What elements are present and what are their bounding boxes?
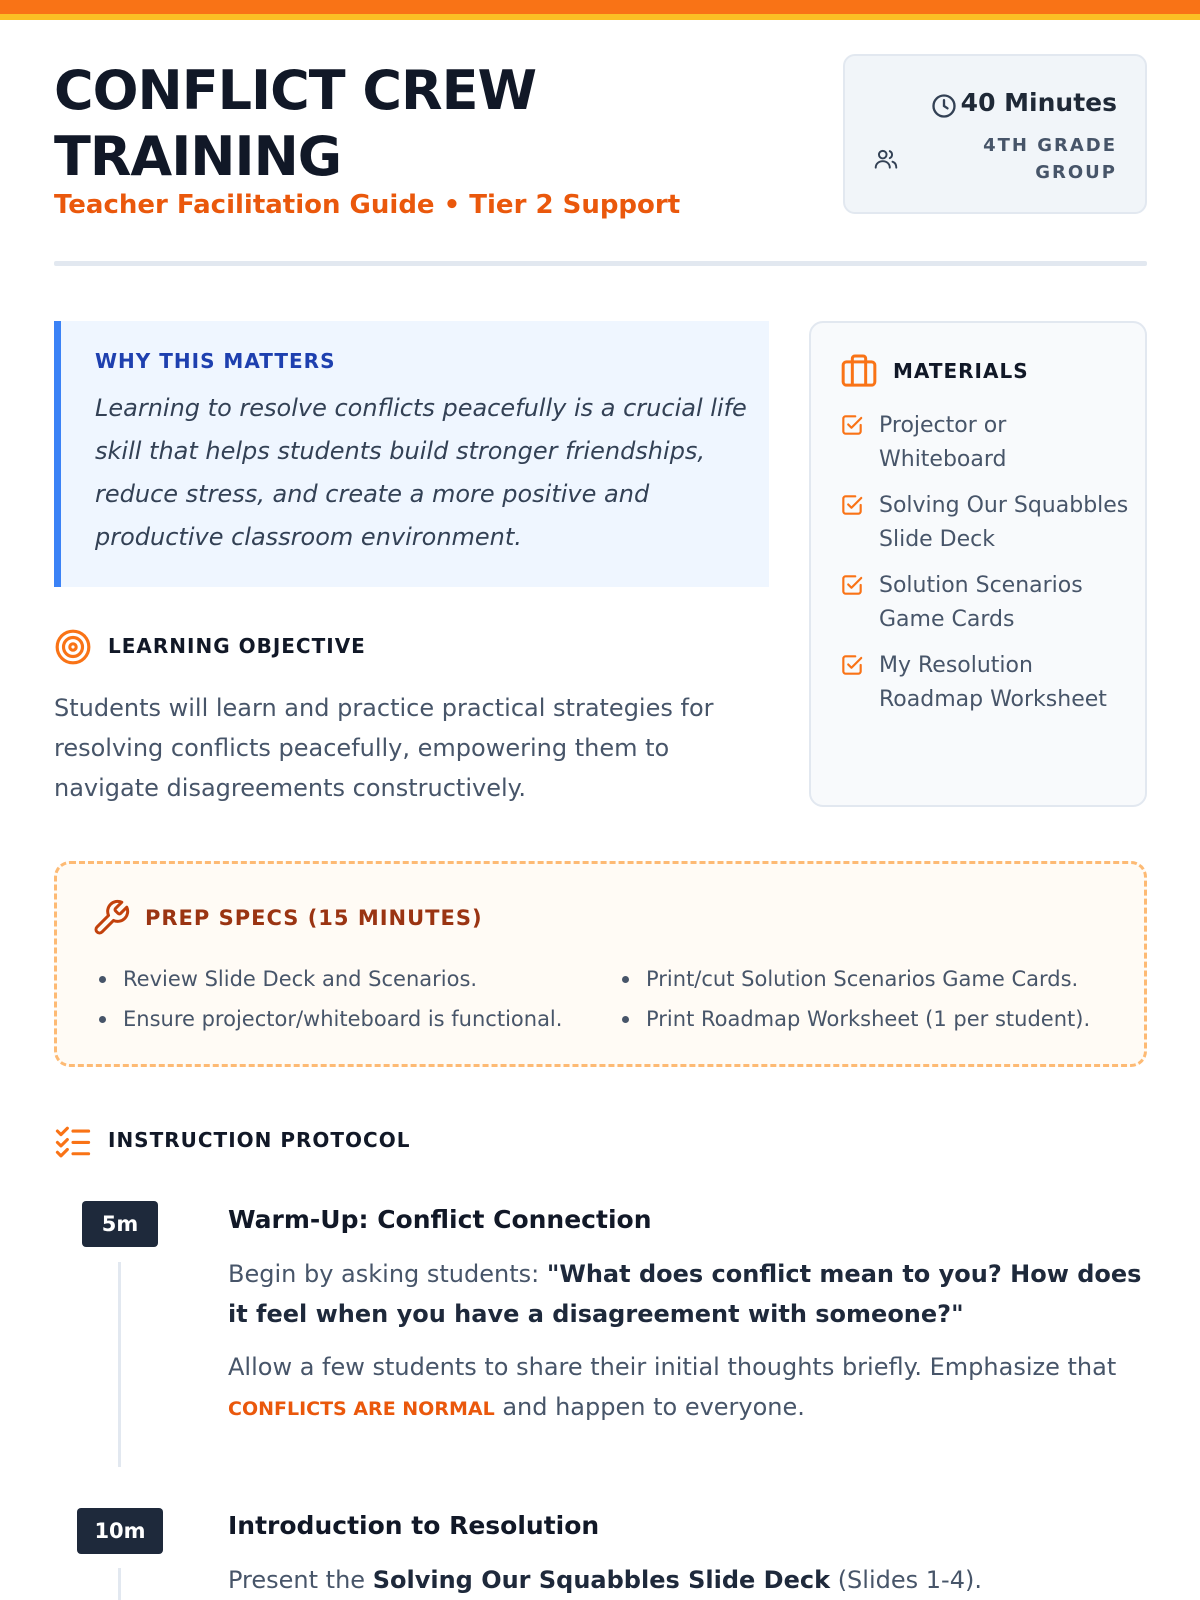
target-icon: [54, 628, 92, 666]
step-time-badge: 5m: [82, 1201, 158, 1247]
wrench-icon: [91, 898, 131, 938]
timeline-line: [118, 1262, 121, 1467]
materials-item: [839, 409, 1129, 477]
step-instruction: [228, 1560, 1158, 1600]
materials-item-label: My Resolution Roadmap Worksheet: [879, 653, 1107, 712]
step-instruction: [228, 1254, 1158, 1334]
prep-heading: PREP SPECS (15 MINUTES): [145, 906, 483, 930]
materials-list: [839, 409, 1129, 729]
prep-item: Review Slide Deck and Scenarios.: [95, 959, 595, 999]
prep-item: Ensure projector/whiteboard is functional.: [95, 999, 595, 1039]
step-title: Introduction to Resolution: [228, 1511, 600, 1540]
step-bold: Solving Our Squabbles Slide Deck: [372, 1566, 831, 1594]
checkbox-checked-icon: [839, 412, 865, 438]
checkbox-checked-icon: [839, 572, 865, 598]
step-time-badge: 10m: [77, 1508, 163, 1554]
session-info-card: [843, 54, 1147, 214]
session-group: 4TH GRADE GROUP: [983, 135, 1117, 183]
page-title: CONFLICT CREW TRAINING: [54, 59, 537, 188]
materials-item-label: Solution Scenarios Game Cards: [879, 573, 1083, 632]
top-accent-stripe: [0, 14, 1200, 20]
why-heading: WHY THIS MATTERS: [95, 349, 336, 373]
checklist-icon: [54, 1124, 92, 1158]
top-accent-bar: [0, 0, 1200, 20]
materials-item: [839, 489, 1129, 557]
session-duration: 40 Minutes: [960, 88, 1117, 117]
materials-item: [839, 649, 1129, 717]
objective-heading: LEARNING OBJECTIVE: [108, 634, 366, 658]
step-text: Begin by asking students:: [228, 1260, 547, 1288]
group-icon: [873, 146, 899, 172]
timeline-line: [118, 1568, 121, 1600]
checkbox-checked-icon: [839, 652, 865, 678]
step-quote: "What does conflict mean to you? How does it feel when you have a disagreement with someone?": [228, 1260, 1142, 1328]
step-instruction: [228, 1347, 1158, 1429]
materials-item: [839, 569, 1129, 637]
why-this-matters-callout: [54, 321, 769, 587]
prep-list-left: [95, 959, 595, 1039]
materials-item-label: Projector or Whiteboard: [879, 413, 1007, 472]
step-text: Allow a few students to share their initial thoughts briefly. Emphasize that: [228, 1353, 1117, 1381]
protocol-heading: INSTRUCTION PROTOCOL: [108, 1128, 411, 1152]
materials-item-label: Solving Our Squabbles Slide Deck: [879, 493, 1129, 552]
why-body: Learning to resolve conflicts peacefully is a crucial life skill that helps students build stronger friendships, reduce stress, and create a more positive and productive classroom environment.: [95, 394, 747, 551]
briefcase-icon: [839, 351, 879, 391]
step-title: Warm-Up: Conflict Connection: [228, 1205, 652, 1234]
materials-heading: MATERIALS: [893, 359, 1029, 383]
materials-panel: [809, 321, 1147, 807]
prep-specs-box: [54, 861, 1147, 1067]
objective-body: Students will learn and practice practical strategies for resolving conflicts peacefully, empowering them to navigate disagreements constructively.: [54, 694, 714, 802]
clock-icon: [930, 92, 958, 120]
step-text: Present the: [228, 1566, 373, 1594]
step-text: (Slides 1-4).: [830, 1566, 982, 1594]
step-highlight: CONFLICTS ARE NORMAL: [228, 1398, 495, 1420]
prep-item: Print/cut Solution Scenarios Game Cards.: [618, 959, 1138, 999]
step-text: and happen to everyone.: [494, 1393, 805, 1421]
checkbox-checked-icon: [839, 492, 865, 518]
prep-list-right: [618, 959, 1138, 1039]
page-subtitle: Teacher Facilitation Guide • Tier 2 Support: [54, 190, 681, 220]
prep-item: Print Roadmap Worksheet (1 per student).: [618, 999, 1138, 1039]
header-divider: [54, 261, 1147, 266]
